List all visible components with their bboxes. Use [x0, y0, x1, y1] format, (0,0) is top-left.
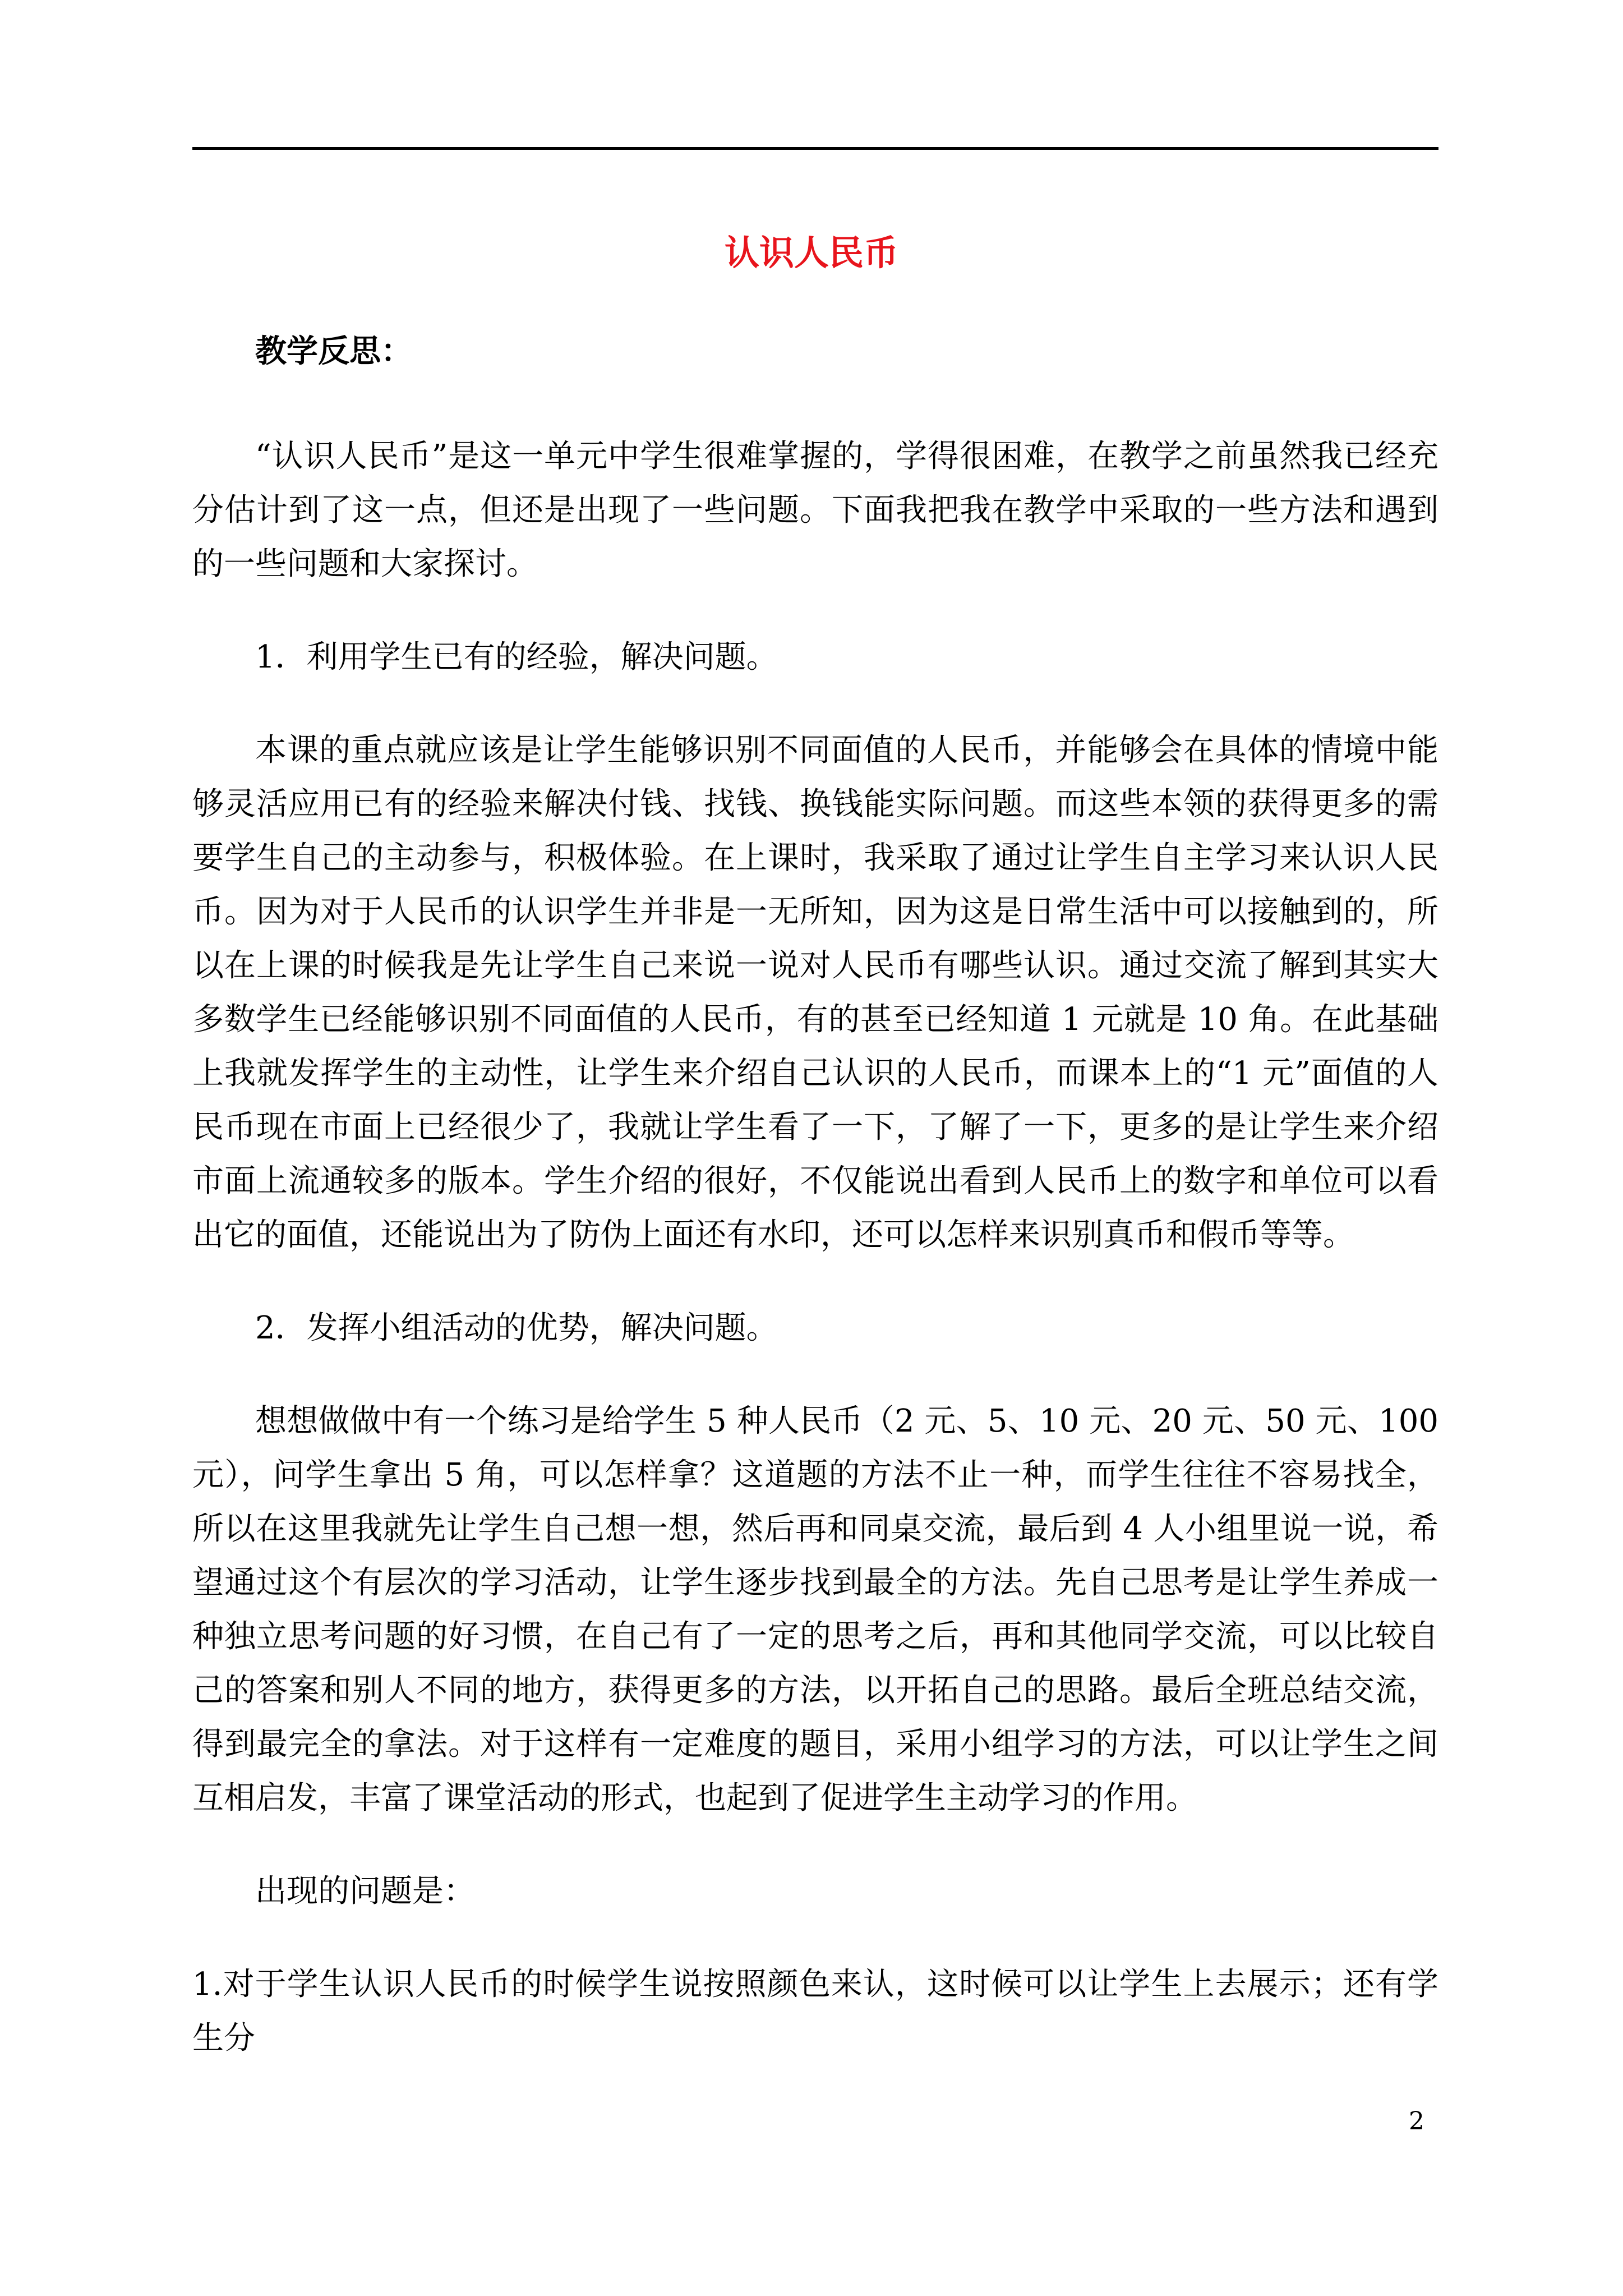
problems-heading: 出现的问题是： [255, 1873, 475, 1910]
paragraph-intro: “认识人民币”是这一单元中学生很难掌握的，学得很困难，在教学之前虽然我已经充分估计到了这一点，但还是出现了一些问题。下面我把我在教学中采取的一些方法和遇到的一些问题和大家探讨。 [192, 438, 1438, 582]
problem-1: 1.对于学生认识人民币的时候学生说按照颜色来认，这时候可以让学生上去展示；还有学生分 [192, 1966, 1438, 2056]
page-number: 2 [1409, 2107, 1424, 2136]
paragraph-point-2: 想想做做中有一个练习是给学生 5 种人民币（2 元、5、10 元、20 元、50 元、100 元），问学生拿出 5 角，可以怎样拿？这道题的方法不止一种，而学生往往不容易找全，所以在这里我就先让学生自己想一想，然后再和同桌交流，最后到 4 人小组里说一说，希望通过这个有层次的学习活动，让学生逐步找到最全的方法。先自己思考是让学生养成一种独立思考问题的好习惯，在自己有了一定的思考之后，再和其他同学交流，可以比较自己的答案和别人不同的地方，获得更多的方法，以开拓自己的思路。最后全班总结交流，得到最完全的拿法。对于这样有一定难度的题目，采用小组学习的方法，可以让学生之间互相启发，丰富了课堂活动的形式，也起到了促进学生主动学习的作用。 [192, 1403, 1438, 1816]
point-2-heading: 2．发挥小组活动的优势，解决问题。 [255, 1310, 778, 1346]
paragraph-point-1: 本课的重点就应该是让学生能够识别不同面值的人民币，并能够会在具体的情境中能够灵活应用已有的经验来解决付钱、找钱、换钱能实际问题。而这些本领的获得更多的需要学生自己的主动参与，积极体验。在上课时，我采取了通过让学生自主学习来认识人民币。因为对于人民币的认识学生并非是一无所知，因为这是日常生活中可以接触到的，所以在上课的时候我是先让学生自己来说一说对人民币有哪些认识。通过交流了解到其实大多数学生已经能够识别不同面值的人民币，有的甚至已经知道 1 元就是 10 角。在此基础上我就发挥学生的主动性，让学生来介绍自己认识的人民币，而课本上的“1 元”面值的人民币现在市面上已经很少了，我就让学生看了一下，了解了一下，更多的是让学生来介绍市面上流通较多的版本。学生介绍的很好，不仅能说出看到人民币上的数字和单位可以看出它的面值，还能说出为了防伪上面还有水印，还可以怎样来识别真币和假币等等。 [192, 732, 1438, 1253]
document-body [192, 335, 1438, 2082]
point-1-heading: 1．利用学生已有的经验，解决问题。 [255, 639, 778, 675]
section-heading: 教学反思： [255, 333, 412, 370]
page-title: 认识人民币 [724, 232, 898, 273]
header-rule [192, 147, 1438, 150]
